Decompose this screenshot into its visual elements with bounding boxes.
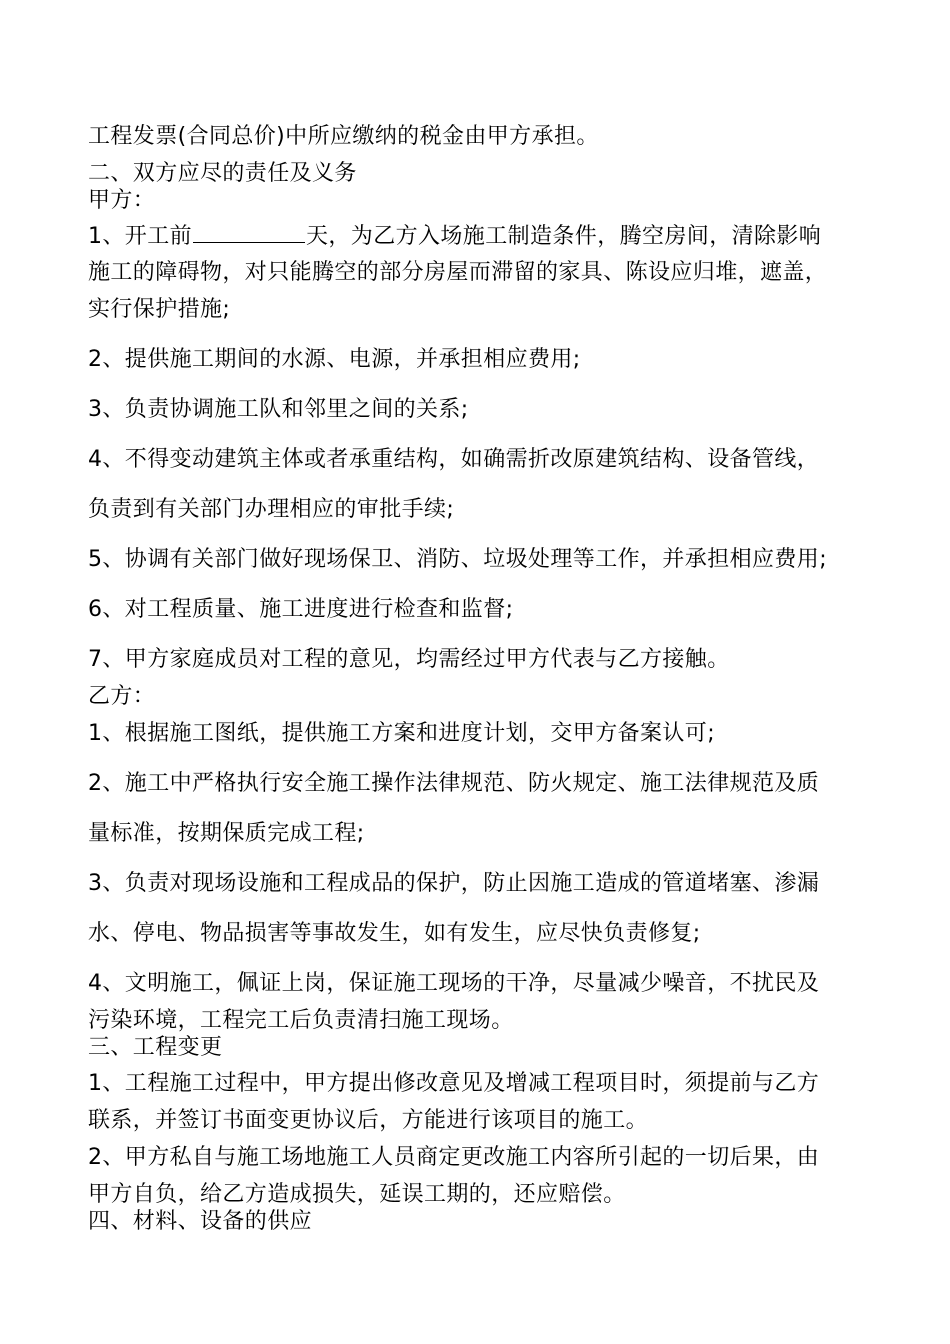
party-b-heading: 乙方： — [88, 684, 156, 709]
party-a-item-5: 5、协调有关部门做好现场保卫、消防、垃圾处理等工作，并承担相应费用; — [88, 547, 828, 572]
section-heading-responsibilities: 二、双方应尽的责任及义务 — [88, 161, 357, 186]
party-b-item-2-line-1: 2、施工中严格执行安全施工操作法律规范、防火规定、施工法律规范及质 — [88, 771, 820, 796]
party-b-item-4-line-2: 污染环境，工程完工后负责清扫施工现场。 — [88, 1008, 514, 1033]
party-a-item-4-line-2: 负责到有关部门办理相应的审批手续; — [88, 497, 455, 522]
party-a-heading: 甲方： — [88, 188, 156, 213]
party-a-item-2: 2、提供施工期间的水源、电源，并承担相应费用; — [88, 347, 581, 372]
section-heading-changes: 三、工程变更 — [88, 1035, 223, 1060]
party-a-item-1-line-3: 实行保护措施; — [88, 297, 231, 322]
changes-item-2-line-2: 甲方自负，给乙方造成损失，延误工期的，还应赔偿。 — [88, 1182, 626, 1207]
party-a-item-7: 7、甲方家庭成员对工程的意见，均需经过甲方代表与乙方接触。 — [88, 647, 730, 672]
party-a-item-4-line-1: 4、不得变动建筑主体或者承重结构，如确需折改原建筑结构、设备管线， — [88, 447, 820, 472]
party-a-item-1-prefix: 1、开工前 — [88, 224, 192, 249]
party-a-item-3: 3、负责协调施工队和邻里之间的关系; — [88, 397, 469, 422]
section-heading-materials: 四、材料、设备的供应 — [88, 1209, 313, 1234]
party-b-item-4-line-1: 4、文明施工，佩证上岗，保证施工现场的干净，尽量减少噪音，不扰民及 — [88, 971, 820, 996]
changes-item-1-line-2: 联系，并签订书面变更协议后，方能进行该项目的施工。 — [88, 1108, 649, 1133]
changes-item-1-line-1: 1、工程施工过程中，甲方提出修改意见及增减工程项目时，须提前与乙方 — [88, 1071, 820, 1096]
party-a-item-1-line-2: 施工的障碍物，对只能腾空的部分房屋而滞留的家具、陈设应归堆，遮盖， — [88, 260, 828, 285]
party-a-item-6: 6、对工程质量、施工进度进行检查和监督; — [88, 597, 514, 622]
party-a-item-1-rest: 天，为乙方入场施工制造条件，腾空房间，清除影响 — [306, 224, 822, 249]
text-line-tax-clause: 工程发票(合同总价)中所应缴纳的税金由甲方承担。 — [88, 124, 599, 149]
changes-item-2-line-1: 2、甲方私自与施工场地施工人员商定更改施工内容所引起的一切后果，由 — [88, 1145, 820, 1170]
party-b-item-1: 1、根据施工图纸，提供施工方案和进度计划，交甲方备案认可; — [88, 721, 716, 746]
party-b-item-3-line-2: 水、停电、物品损害等事故发生，如有发生，应尽快负责修复; — [88, 921, 701, 946]
party-b-item-2-line-2: 量标准，按期保质完成工程; — [88, 821, 365, 846]
party-a-item-1-line-1 — [88, 222, 821, 252]
party-b-item-3-line-1: 3、负责对现场设施和工程成品的保护，防止因施工造成的管道堵塞、渗漏 — [88, 871, 820, 896]
days-blank-field[interactable] — [193, 222, 305, 243]
